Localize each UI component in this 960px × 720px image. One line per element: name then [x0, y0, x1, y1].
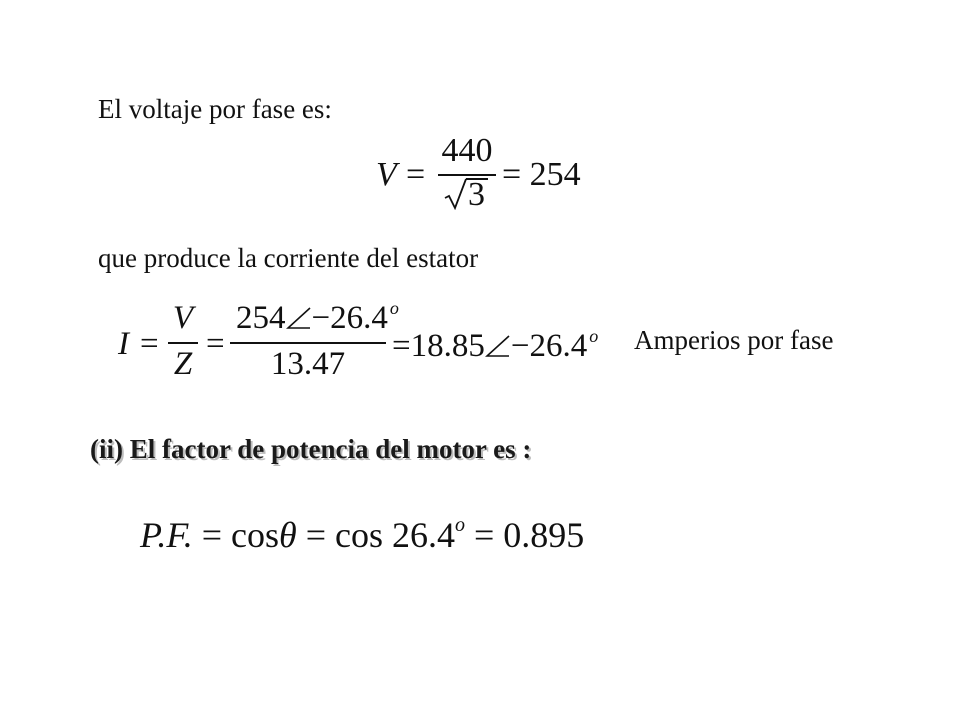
eq1-lhs: V: [376, 156, 397, 193]
sqrt-icon: [444, 178, 468, 210]
angle-icon: [485, 334, 511, 358]
eq2-v: V: [172, 300, 194, 336]
current-equation: [118, 298, 878, 388]
eq1-numerator: 440: [441, 132, 493, 169]
eq1-fraction-bar: [438, 174, 496, 176]
eq2-num-degree: o: [389, 298, 399, 318]
intro-current-text: que produce la corriente del estator: [98, 243, 479, 273]
eq3-lhs: P.F.: [140, 515, 193, 555]
eq2-z: Z: [173, 346, 193, 382]
power-factor-equation: [140, 514, 640, 574]
eq2-equals-2: =: [206, 326, 225, 362]
eq3-cos-angle: = cos 26.4: [305, 515, 455, 555]
eq2-denominator: 13.47: [270, 346, 346, 382]
eq2-equals-1: =: [140, 326, 159, 362]
eq2-main-fraction-bar: [230, 342, 386, 344]
eq1-result: = 254: [502, 156, 581, 193]
voltage-equation: [370, 130, 590, 213]
eq1-radicand: 3: [468, 176, 485, 213]
power-factor-heading: (ii) El factor de potencia del motor es :: [90, 434, 532, 464]
eq3-result: = 0.895: [473, 515, 585, 555]
eq2-numerator: [236, 298, 399, 338]
eq1-denominator: [444, 178, 492, 212]
eq2-lhs: I: [118, 326, 129, 362]
eq2-unit: Amperios por fase: [634, 325, 834, 355]
eq3-cos-theta: = cos: [201, 515, 279, 555]
intro-voltage-text: El voltaje por fase es:: [98, 94, 332, 124]
eq2-num-magnitude: 254: [236, 300, 286, 336]
eq3-theta: θ: [279, 515, 297, 555]
eq2-result-magnitude: =18.85: [392, 328, 485, 364]
eq2-num-angle: −26.4: [311, 300, 388, 336]
eq1-equals: =: [406, 156, 426, 193]
eq3-degree: o: [454, 514, 465, 536]
eq2-result-degree: o: [589, 326, 599, 346]
eq2-result-angle: −26.4: [510, 328, 588, 364]
angle-icon: [286, 306, 312, 330]
eq2-vz-bar: [168, 342, 198, 344]
eq2-result: [392, 326, 598, 365]
